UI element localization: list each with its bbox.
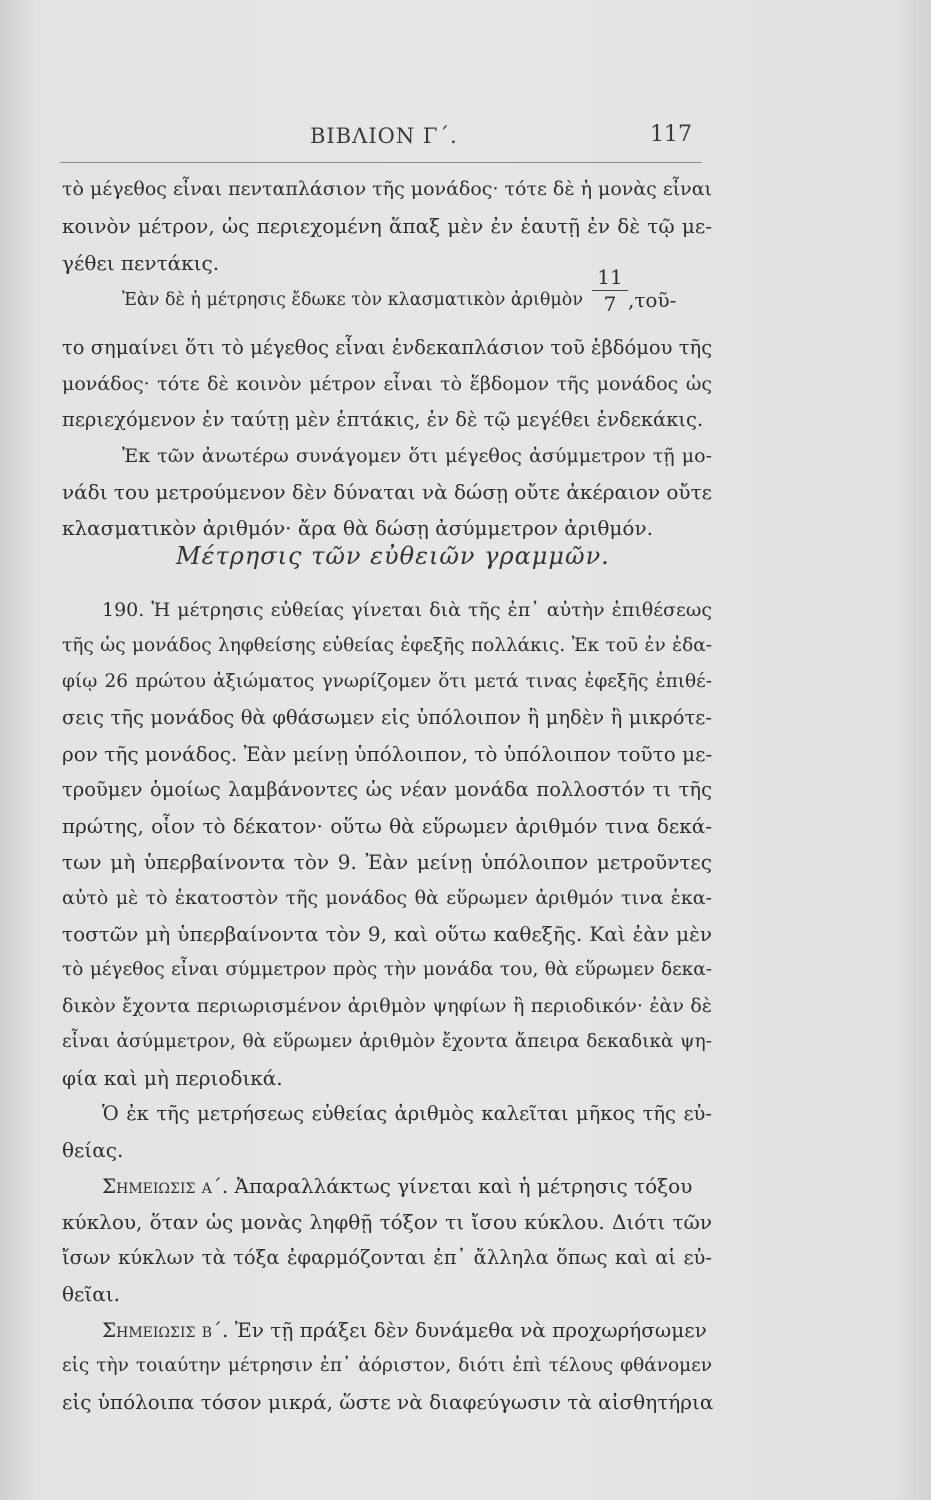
text-line: εἶναι ἀσύμμετρον, θὰ εὕρωμεν ἀριθμὸν ἔχοντα ἄπειρα δεκαδικὰ ψη- bbox=[62, 1031, 712, 1052]
text-line: φίῳ 26 πρώτου ἀξιώματος γνωρίζομεν ὅτι μετά τινας ἐφεξῆς ἐπιθέ- bbox=[62, 671, 712, 692]
note-line bbox=[102, 1172, 712, 1200]
text-line: των μὴ ὑπερβαίνοντα τὸν 9. Ἐὰν μείνῃ ὑπόλοιπον μετροῦντες bbox=[62, 850, 712, 874]
text-line: 190. Ἡ μέτρησις εὐθείας γίνεται διὰ τῆς ἐπ᾽ αὐτὴν ἐπιθέσεως bbox=[102, 599, 712, 621]
note-label: Σημειωσισ β΄. bbox=[102, 1318, 229, 1342]
text-line: περιεχόμενον ἐν ταύτῃ μὲν ἑπτάκις, ἐν δὲ τῷ μεγέθει ἑνδεκάκις. bbox=[62, 408, 704, 431]
text-line: νάδι του μετρούμενον δὲν δύναται νὰ δώσῃ οὔτε ἀκέραιον οὔτε bbox=[62, 480, 712, 504]
text-line: εἰς τὴν τοιαύτην μέτρησιν ἐπ᾽ ἀόριστον, διότι ἐπὶ τέλους φθάνομεν bbox=[62, 1355, 712, 1376]
text-line: γέθει πεντάκις. bbox=[62, 251, 220, 275]
text-line: μονάδος· τότε δὲ κοινὸν μέτρον εἶναι τὸ ἕβδομον τῆς μονάδος ὡς bbox=[62, 373, 712, 395]
note-line bbox=[102, 1316, 712, 1344]
note-text: Ἀπαραλλάκτως γίνεται καὶ ἡ μέτρησις τόξου bbox=[228, 1174, 693, 1198]
text-line: ρον τῆς μονάδος. Ἐὰν μείνῃ ὑπόλοιπον, τὸ ὑπόλοιπον τοῦτο με- bbox=[62, 742, 713, 766]
text-line: Ὁ ἐκ τῆς μετρήσεως εὐθείας ἀριθμὸς καλεῖται μῆκος τῆς εὐ- bbox=[102, 1102, 712, 1125]
text-line: ἴσων κύκλων τὰ τόξα ἐφαρμόζονται ἐπ᾽ ἄλληλα ὅπως καὶ αἱ εὐ- bbox=[62, 1246, 712, 1269]
fraction-denominator: 7 bbox=[603, 292, 617, 316]
header-rule bbox=[60, 162, 702, 163]
text-line: φία καὶ μὴ περιοδικά. bbox=[62, 1066, 283, 1090]
text-line: εἰς ὑπόλοιπα τόσον μικρά, ὥστε νὰ διαφεύγωσιν τὰ αἰσθητήρια bbox=[62, 1390, 714, 1414]
text-line: δικὸν ἔχοντα περιωρισμένον ἀριθμὸν ψηφίων ἢ περιοδικόν· ἐὰν δὲ bbox=[62, 995, 712, 1017]
text-line: κλασματικὸν ἀριθμόν· ἄρα θὰ δώσῃ ἀσύμμετρον ἀριθμόν. bbox=[62, 516, 653, 540]
text-line: πρώτης, οἷον τὸ δέκατον· οὕτω θὰ εὕρωμεν ἀριθμόν τινα δεκά- bbox=[62, 814, 712, 838]
fraction-numerator: 11 bbox=[597, 265, 623, 289]
text-line: τὸ μέγεθος εἶναι πενταπλάσιον τῆς μονάδος· τότε δὲ ἡ μονὰς εἶναι bbox=[62, 178, 712, 200]
text-line: ,τοῦ- bbox=[628, 288, 677, 312]
text-line: σεις τῆς μονάδος θὰ φθάσωμεν εἰς ὑπόλοιπον ἢ μηδὲν ἢ μικρότε- bbox=[62, 706, 712, 729]
note-label: Σημειωσισ α΄. bbox=[102, 1174, 229, 1198]
text-line: αὐτὸ μὲ τὸ ἑκατοστὸν τῆς μονάδος θὰ εὕρωμεν ἀριθμόν τινα ἑκα- bbox=[62, 887, 712, 909]
text-line: Ἐκ τῶν ἀνωτέρω συνάγομεν ὅτι μέγεθος ἀσύμμετρον τῇ μο- bbox=[122, 445, 712, 467]
text-line: τροῦμεν ὁμοίως λαμβάνοντες ὡς νέαν μονάδα πολλοστόν τι τῆς bbox=[62, 778, 712, 801]
text-line: κύκλου, ὅταν ὡς μονὰς ληφθῇ τόξον τι ἴσου κύκλου. Διότι τῶν bbox=[62, 1210, 712, 1234]
text-line: τὸ μέγεθος εἶναι σύμμετρον πρὸς τὴν μονάδα του, θὰ εὕρωμεν δεκα- bbox=[62, 959, 712, 980]
text-line: Ἐὰν δὲ ἡ μέτρησις ἔδωκε τὸν κλασματικὸν ἀριθμὸν bbox=[122, 290, 583, 310]
text-line: τοστῶν μὴ ὑπερβαίνοντα τὸν 9, καὶ οὕτω καθεξῆς. Καὶ ἐὰν μὲν bbox=[62, 922, 712, 946]
fraction bbox=[592, 266, 628, 315]
text-line: τῆς ὡς μονάδος ληφθείσης εὐθείας ἐφεξῆς πολλάκις. Ἐκ τοῦ ἐν ἐδα- bbox=[62, 635, 712, 656]
text-line: θείας. bbox=[62, 1138, 124, 1162]
section-title: Μέτρησις τῶν εὐθειῶν γραμμῶν. bbox=[176, 542, 610, 570]
note-text: Ἐν τῇ πράξει δὲν δυνάμεθα νὰ προχωρήσωμεν bbox=[228, 1318, 707, 1342]
text-line: κοινὸν μέτρον, ὡς περιεχομένη ἅπαξ μὲν ἐν ἑαυτῇ ἐν δὲ τῷ με- bbox=[62, 214, 712, 238]
page-header bbox=[60, 120, 700, 160]
page-number: 117 bbox=[650, 122, 692, 147]
text-line: θεῖαι. bbox=[62, 1282, 120, 1306]
running-title: ΒΙΒΛΙΟΝ Γ΄. bbox=[310, 124, 458, 148]
text-line: το σημαίνει ὅτι τὸ μέγεθος εἶναι ἑνδεκαπλάσιον τοῦ ἑβδόμου τῆς bbox=[62, 336, 713, 359]
fraction-bar bbox=[592, 290, 628, 291]
